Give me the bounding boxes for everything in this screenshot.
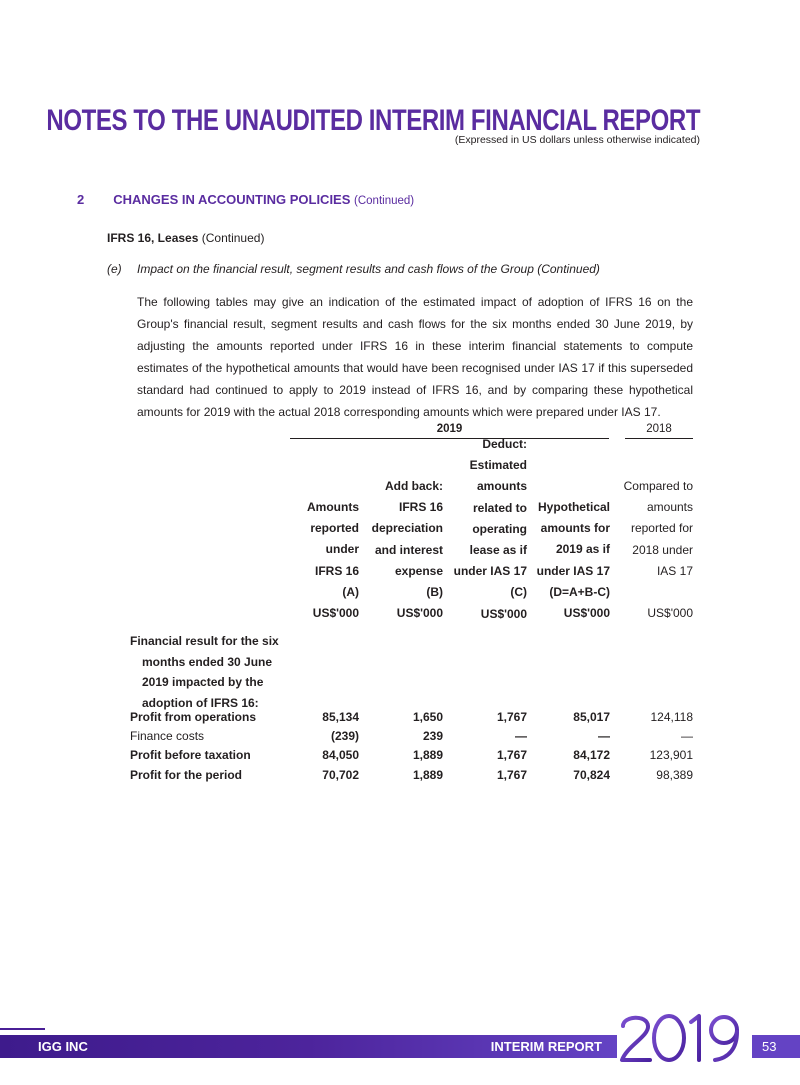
year-2019-logo-icon — [617, 1010, 745, 1064]
section-continued: (Continued) — [354, 195, 415, 207]
footer-accent-line — [0, 1028, 45, 1030]
section-heading — [77, 192, 414, 207]
item-label: (e) — [107, 262, 122, 276]
footer-company-name: IGG INC — [38, 1039, 88, 1054]
table-group-label: Financial result for the six months ended 30 June 2019 impacted by the adoption of IFRS 16: — [130, 634, 279, 710]
subsection-heading — [107, 231, 264, 245]
column-header-d: Hypothetical amounts for 2019 as if under IAS 17 (D=A+B-C) US$'000 — [536, 500, 610, 621]
column-header-b: Add back: IFRS 16 depreciation and interest expense (B) US$'000 — [371, 479, 443, 621]
column-header-c: Deduct: Estimated amounts related to operating lease as if under IAS 17 (C) US$'000 — [453, 437, 527, 621]
column-header-e: Compared to amounts reported for 2018 under IAS 17 US$'000 — [623, 479, 693, 621]
body-paragraph: The following tables may give an indication of the estimated impact of adoption of IFRS 16 on the Group's financial result, segment results and cash flows for the six months ended 30 June 2019, by adjusting the amounts reported under IFRS 16 in these interim financial statements to compute estimates of the hypothetical amounts that would have been recognised under IAS 17 if this superseded standard had continued to apply to 2019 instead of IFRS 16, and by comparing these hypothetical amounts for 2019 with the actual 2018 corresponding amounts which were prepared under IAS 17. — [137, 295, 693, 419]
year-2019-header: 2019 — [436, 423, 463, 435]
section-number: 2 — [77, 192, 85, 207]
section-title: CHANGES IN ACCOUNTING POLICIES — [113, 192, 351, 207]
footer-report-label: INTERIM REPORT — [490, 1039, 602, 1054]
table-row: Profit from operations 85,134 1,650 1,767 85,017 124,118 — [130, 710, 693, 724]
item-heading — [107, 262, 600, 276]
page-number: 53 — [762, 1039, 777, 1054]
subsection-continued: (Continued) — [201, 231, 265, 245]
subsection-title: IFRS 16, Leases — [107, 231, 199, 245]
year-2018-header: 2018 — [646, 423, 672, 435]
year-2018-rule — [625, 438, 693, 439]
table-row: Profit for the period 70,702 1,889 1,767 70,824 98,389 — [130, 768, 693, 782]
page-title: NOTES TO THE UNAUDITED INTERIM FINANCIAL REPORT — [46, 104, 700, 137]
item-title: Impact on the financial result, segment results and cash flows of the Group (Continued) — [137, 262, 600, 276]
table-row: Profit before taxation 84,050 1,889 1,767 84,172 123,901 — [130, 748, 693, 762]
column-header-a: Amounts reported under IFRS 16 (A) US$'000 — [307, 500, 359, 621]
page-subtitle: (Expressed in US dollars unless otherwise indicated) — [454, 134, 700, 146]
year-2019-rule — [290, 438, 609, 439]
table-row: Finance costs (239) 239 — — — — [130, 729, 693, 743]
